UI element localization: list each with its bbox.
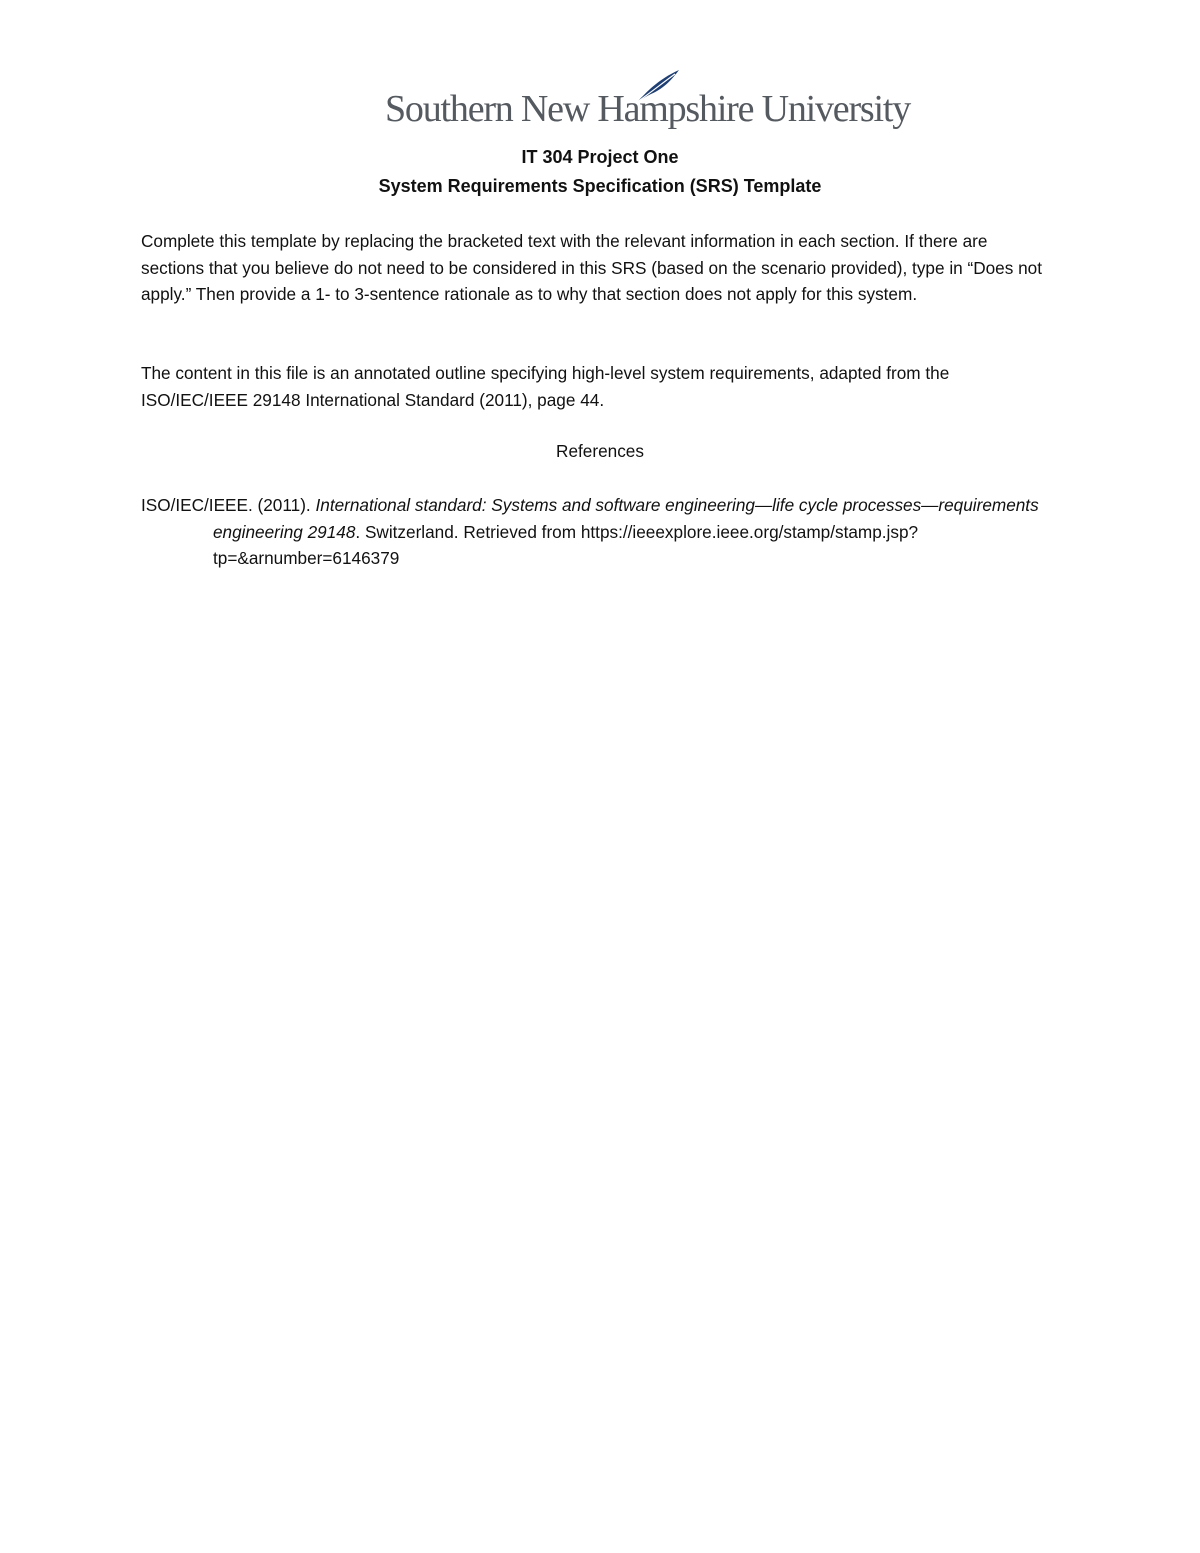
logo-wordmark: Southern New Hampshire University xyxy=(385,88,911,130)
reference-publisher: . Switzerland. Retrieved from xyxy=(355,521,581,542)
university-logo xyxy=(385,68,911,138)
course-title: IT 304 Project One xyxy=(521,147,679,167)
reference-url: https://ieeexplore.ieee.org/stamp/stamp.jsp?tp=&arnumber=6146379 xyxy=(213,521,919,568)
references-heading: References xyxy=(556,441,644,461)
reference-author-year: ISO/IEC/IEEE. (2011). xyxy=(141,495,316,515)
content-description-paragraph: The content in this file is an annotated outline specifying high-level system requirements, adapted from the ISO/IEC/IEEE 29148 International Standard (2011), page 44. xyxy=(141,363,950,410)
reference-entry xyxy=(141,492,1051,572)
instructions-paragraph: Complete this template by replacing the bracketed text with the relevant information in each section. If there are sections that you believe do not need to be considered in this SRS (based on the scenario provided), type in “Does not apply.” Then provide a 1- to 3-sentence rationale as to why that section does not apply for this system. xyxy=(141,231,1042,304)
reference-title: International standard: Systems and software engineering—life cycle processes—requirements engineering 29148 xyxy=(213,495,1039,542)
document-title: System Requirements Specification (SRS) Template xyxy=(378,176,822,196)
